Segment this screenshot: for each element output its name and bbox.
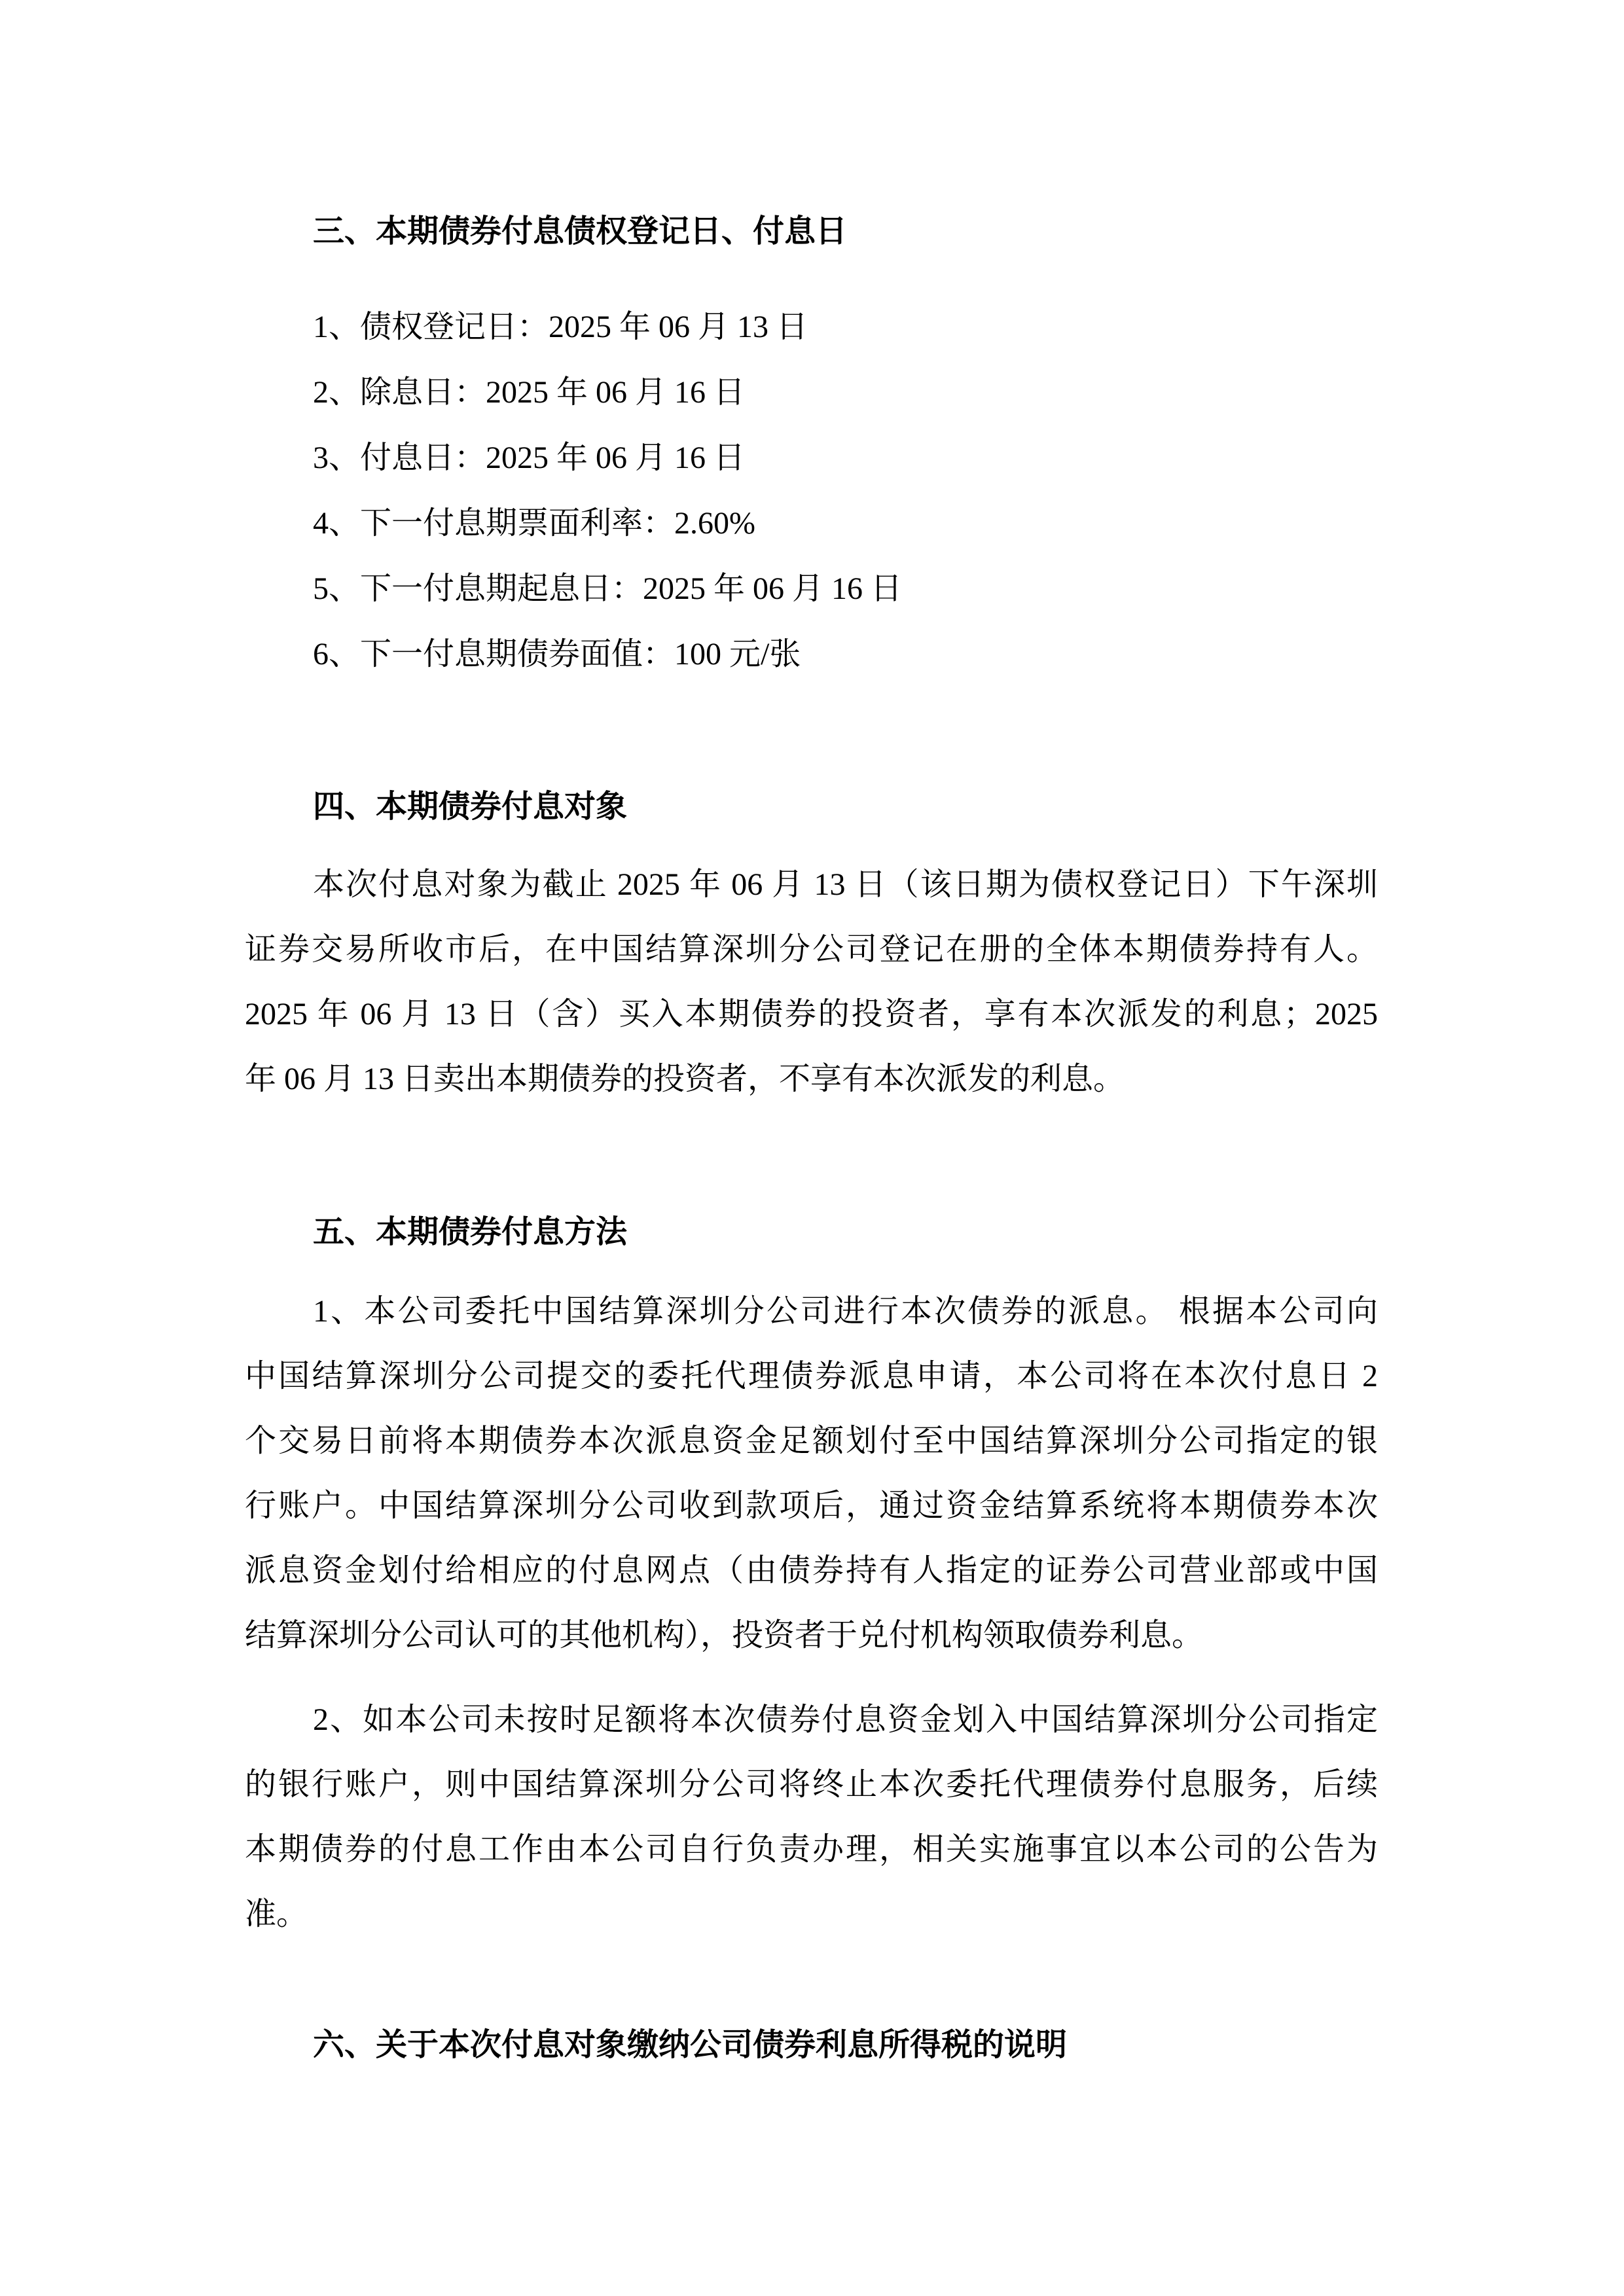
list-item-coupon-rate: 4、下一付息期票面利率：2.60% — [313, 506, 755, 541]
list-item-ex-interest-date: 2、除息日：2025 年 06 月 16 日 — [313, 375, 746, 410]
document-content — [245, 0, 1378, 2077]
list-item-payment-date: 3、付息日：2025 年 06 月 16 日 — [313, 440, 746, 475]
paragraph-line: 中国结算深圳分公司提交的委托代理债券派息申请，本公司将在本次付息日 2 — [245, 1359, 1378, 1393]
list-item-next-accrual-date: 5、下一付息期起息日：2025 年 06 月 16 日 — [313, 571, 903, 606]
paragraph-line: 证券交易所收市后，在中国结算深圳分公司登记在册的全体本期债券持有人。 — [245, 932, 1378, 967]
paragraph-line: 本期债券的付息工作由本公司自行负责办理，相关实施事宜以本公司的公告为 — [245, 1832, 1378, 1867]
paragraph-line: 年 06 月 13 日卖出本期债券的投资者，不享有本次派发的利息。 — [245, 1062, 1125, 1096]
payment-targets-paragraph — [245, 852, 1378, 1111]
section-heading-payment-targets: 四、本期债券付息对象 — [313, 789, 628, 824]
section-heading-payment-method: 五、本期债券付息方法 — [313, 1215, 628, 1249]
section-heading-income-tax-note: 六、关于本次付息对象缴纳公司债券利息所得税的说明 — [313, 2028, 1068, 2062]
paragraph-line: 2025 年 06 月 13 日（含）买入本期债券的投资者，享有本次派发的利息；2025 — [245, 997, 1378, 1031]
paragraph-line: 2、如本公司未按时足额将本次债券付息资金划入中国结算深圳分公司指定 — [313, 1702, 1378, 1737]
paragraph-line: 个交易日前将本期债券本次派息资金足额划付至中国结算深圳分公司指定的银 — [245, 1424, 1378, 1458]
paragraph-line: 行账户。中国结算深圳分公司收到款项后，通过资金结算系统将本期债券本次 — [245, 1488, 1378, 1523]
record-date-list — [245, 295, 1378, 687]
payment-method-paragraph-2 — [245, 1687, 1378, 1946]
paragraph-line: 的银行账户，则中国结算深圳分公司将终止本次委托代理债券付息服务，后续 — [245, 1767, 1378, 1802]
paragraph-line: 1、本公司委托中国结算深圳分公司进行本次债券的派息。 根据本公司向 — [313, 1294, 1378, 1329]
section-heading-interest-record-date: 三、本期债券付息债权登记日、付息日 — [313, 214, 848, 249]
list-item-record-date: 1、债权登记日：2025 年 06 月 13 日 — [313, 310, 808, 344]
paragraph-line: 派息资金划付给相应的付息网点（由债券持有人指定的证券公司营业部或中国 — [245, 1553, 1378, 1588]
list-item-face-value: 6、下一付息期债券面值：100 元/张 — [313, 637, 801, 672]
paragraph-line: 结算深圳分公司认可的其他机构），投资者于兑付机构领取债券利息。 — [245, 1618, 1204, 1653]
paragraph-line: 准。 — [245, 1897, 308, 1931]
payment-method-paragraph-1 — [245, 1279, 1378, 1668]
paragraph-line: 本次付息对象为截止 2025 年 06 月 13 日（该日期为债权登记日）下午深圳 — [313, 867, 1378, 902]
